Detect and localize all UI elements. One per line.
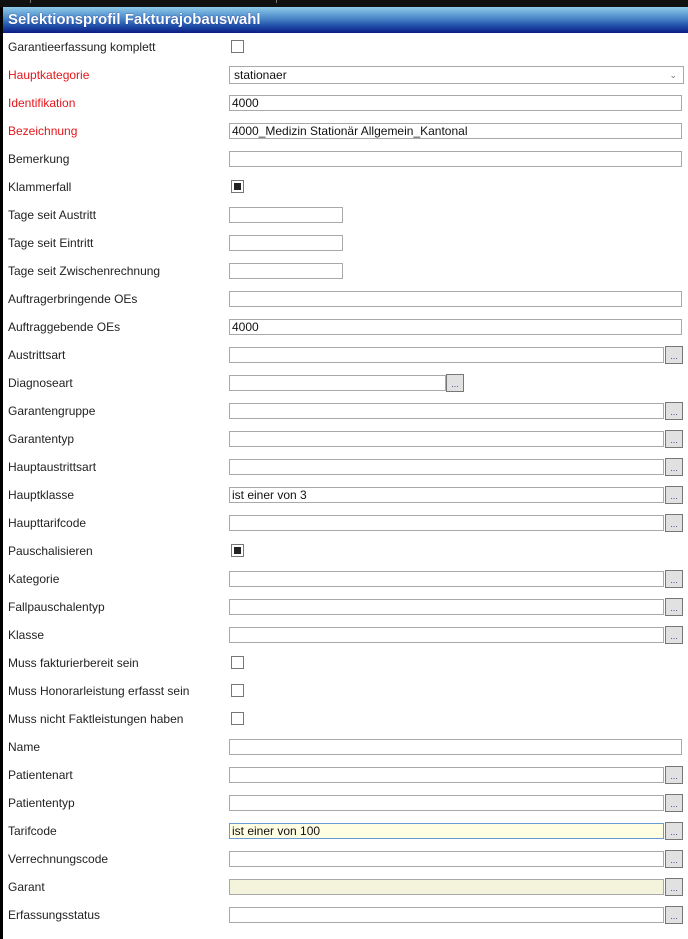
field-label: Muss nicht Faktleistungen haben bbox=[8, 712, 184, 726]
field-label: Patientenart bbox=[8, 768, 73, 782]
field-label: Muss Honorarleistung erfasst sein bbox=[8, 684, 190, 698]
field-row-patientenart bbox=[3, 761, 688, 789]
field-row-erfassungsstatus bbox=[3, 901, 688, 929]
chevron-down-icon[interactable]: ⌄ bbox=[669, 70, 677, 80]
tage-seit-eintritt-input[interactable] bbox=[229, 235, 343, 251]
field-label: Verrechnungscode bbox=[8, 852, 109, 866]
field-row-bezeichnung bbox=[3, 117, 688, 145]
field-label: Kategorie bbox=[8, 572, 60, 586]
field-label: Klammerfall bbox=[8, 180, 72, 194]
field-label: Klasse bbox=[8, 628, 45, 642]
field-row-tarifcode bbox=[3, 817, 688, 845]
divider bbox=[276, 0, 277, 3]
hauptklasse-input[interactable]: ist einer von 3 bbox=[229, 487, 664, 503]
field-row-tage-seit-austritt bbox=[3, 201, 688, 229]
field-row-klammerfall bbox=[3, 173, 688, 201]
field-label: Tage seit Austritt bbox=[8, 208, 97, 222]
haupttarifcode-lookup-button[interactable]: ... bbox=[665, 514, 683, 532]
patientenart-lookup-button[interactable]: ... bbox=[665, 766, 683, 784]
klasse-lookup-button[interactable]: ... bbox=[665, 626, 683, 644]
garantengruppe-lookup-button[interactable]: ... bbox=[665, 402, 683, 420]
field-row-kategorie bbox=[3, 565, 688, 593]
hauptaustrittsart-lookup-button[interactable]: ... bbox=[665, 458, 683, 476]
field-row-tage-seit-eintritt bbox=[3, 229, 688, 257]
garantieerfassung-komplett-checkbox[interactable] bbox=[231, 40, 244, 53]
field-row-garantengruppe bbox=[3, 397, 688, 425]
field-row-fallpauschalentyp bbox=[3, 593, 688, 621]
field-label: Bezeichnung bbox=[8, 124, 78, 138]
field-label: Bemerkung bbox=[8, 152, 70, 166]
field-label: Hauptkategorie bbox=[8, 68, 90, 82]
patiententyp-lookup-button[interactable]: ... bbox=[665, 794, 683, 812]
field-row-tage-seit-zwischenrechnung bbox=[3, 257, 688, 285]
field-row-auftraggebende-oes bbox=[3, 313, 688, 341]
field-row-patiententyp bbox=[3, 789, 688, 817]
kategorie-input[interactable] bbox=[229, 571, 664, 587]
field-label: Hauptklasse bbox=[8, 488, 75, 502]
field-label: Diagnoseart bbox=[8, 376, 73, 390]
verrechnungscode-lookup-button[interactable]: ... bbox=[665, 850, 683, 868]
field-row-name bbox=[3, 733, 688, 761]
kategorie-lookup-button[interactable]: ... bbox=[665, 570, 683, 588]
field-label: Auftragerbringende OEs bbox=[8, 292, 138, 306]
patientenart-input[interactable] bbox=[229, 767, 664, 783]
garantentyp-input[interactable] bbox=[229, 431, 664, 447]
field-label: Tarifcode bbox=[8, 824, 57, 838]
field-row-muss-honorarleistung-erfasst-sein bbox=[3, 677, 688, 705]
garant-input[interactable] bbox=[229, 879, 664, 895]
field-row-garantentyp bbox=[3, 425, 688, 453]
field-label: Tage seit Zwischenrechnung bbox=[8, 264, 161, 278]
field-row-bemerkung bbox=[3, 145, 688, 173]
field-label: Pauschalisieren bbox=[8, 544, 93, 558]
field-row-identifikation bbox=[3, 89, 688, 117]
field-row-muss-fakturierbereit-sein bbox=[3, 649, 688, 677]
tarifcode-input[interactable]: ist einer von 100 bbox=[229, 823, 664, 839]
haupttarifcode-input[interactable] bbox=[229, 515, 664, 531]
field-row-verrechnungscode bbox=[3, 845, 688, 873]
field-label: Hauptaustrittsart bbox=[8, 460, 97, 474]
field-label: Fallpauschalentyp bbox=[8, 600, 105, 614]
field-row-pauschalisieren bbox=[3, 537, 688, 565]
auftragerbringende-oes-input[interactable] bbox=[229, 291, 682, 307]
field-label: Garantengruppe bbox=[8, 404, 96, 418]
fallpauschalentyp-input[interactable] bbox=[229, 599, 664, 615]
klasse-input[interactable] bbox=[229, 627, 664, 643]
field-label: Austrittsart bbox=[8, 348, 66, 362]
field-row-diagnoseart bbox=[3, 369, 688, 397]
field-row-austrittsart bbox=[3, 341, 688, 369]
field-label: Garantentyp bbox=[8, 432, 75, 446]
fallpauschalentyp-lookup-button[interactable]: ... bbox=[665, 598, 683, 616]
tage-seit-zwischenrechnung-input[interactable] bbox=[229, 263, 343, 279]
field-label: Tage seit Eintritt bbox=[8, 236, 94, 250]
diagnoseart-input[interactable] bbox=[229, 375, 446, 391]
muss-honorarleistung-erfasst-sein-checkbox[interactable] bbox=[231, 684, 244, 697]
austrittsart-input[interactable] bbox=[229, 347, 664, 363]
field-row-garantieerfassung-komplett bbox=[3, 33, 688, 61]
hauptkategorie-select[interactable] bbox=[229, 66, 684, 84]
garantengruppe-input[interactable] bbox=[229, 403, 664, 419]
identifikation-input[interactable]: 4000 bbox=[229, 95, 682, 111]
field-row-hauptaustrittsart bbox=[3, 453, 688, 481]
field-row-garant bbox=[3, 873, 688, 901]
diagnoseart-lookup-button[interactable]: ... bbox=[446, 374, 464, 392]
top-strip bbox=[0, 0, 688, 7]
field-label: Garantieerfassung komplett bbox=[8, 40, 156, 54]
field-row-haupttarifcode bbox=[3, 509, 688, 537]
patiententyp-input[interactable] bbox=[229, 795, 664, 811]
selection-profile-panel bbox=[3, 7, 688, 939]
field-row-hauptkategorie bbox=[3, 61, 688, 89]
pauschalisieren-checkbox[interactable] bbox=[231, 544, 244, 557]
field-row-klasse bbox=[3, 621, 688, 649]
klammerfall-checkbox[interactable] bbox=[231, 180, 244, 193]
hauptaustrittsart-input[interactable] bbox=[229, 459, 664, 475]
erfassungsstatus-input[interactable] bbox=[229, 907, 664, 923]
auftraggebende-oes-input[interactable]: 4000 bbox=[229, 319, 682, 335]
tage-seit-austritt-input[interactable] bbox=[229, 207, 343, 223]
hauptklasse-lookup-button[interactable]: ... bbox=[665, 486, 683, 504]
bezeichnung-input[interactable]: 4000_Medizin Stationär Allgemein_Kantonal bbox=[229, 123, 682, 139]
garant-lookup-button[interactable]: ... bbox=[665, 878, 683, 896]
field-label: Haupttarifcode bbox=[8, 516, 87, 530]
field-row-muss-nicht-faktleistungen-haben bbox=[3, 705, 688, 733]
field-label: Auftraggebende OEs bbox=[8, 320, 121, 334]
panel-title: Selektionsprofil Fakturajobauswahl bbox=[3, 7, 688, 33]
tarifcode-lookup-button[interactable]: ... bbox=[665, 822, 683, 840]
field-label: Erfassungsstatus bbox=[8, 908, 101, 922]
austrittsart-lookup-button[interactable]: ... bbox=[665, 346, 683, 364]
divider bbox=[30, 0, 31, 3]
erfassungsstatus-lookup-button[interactable]: ... bbox=[665, 906, 683, 924]
field-label: Name bbox=[8, 740, 41, 754]
field-label: Patiententyp bbox=[8, 796, 75, 810]
select-value: stationaer bbox=[234, 68, 287, 82]
field-label: Identifikation bbox=[8, 96, 76, 110]
field-label: Muss fakturierbereit sein bbox=[8, 656, 139, 670]
field-label: Garant bbox=[8, 880, 45, 894]
field-row-auftragerbringende-oes bbox=[3, 285, 688, 313]
field-row-hauptklasse bbox=[3, 481, 688, 509]
garantentyp-lookup-button[interactable]: ... bbox=[665, 430, 683, 448]
muss-nicht-faktleistungen-haben-checkbox[interactable] bbox=[231, 712, 244, 725]
name-input[interactable] bbox=[229, 739, 682, 755]
bemerkung-input[interactable] bbox=[229, 151, 682, 167]
muss-fakturierbereit-sein-checkbox[interactable] bbox=[231, 656, 244, 669]
verrechnungscode-input[interactable] bbox=[229, 851, 664, 867]
